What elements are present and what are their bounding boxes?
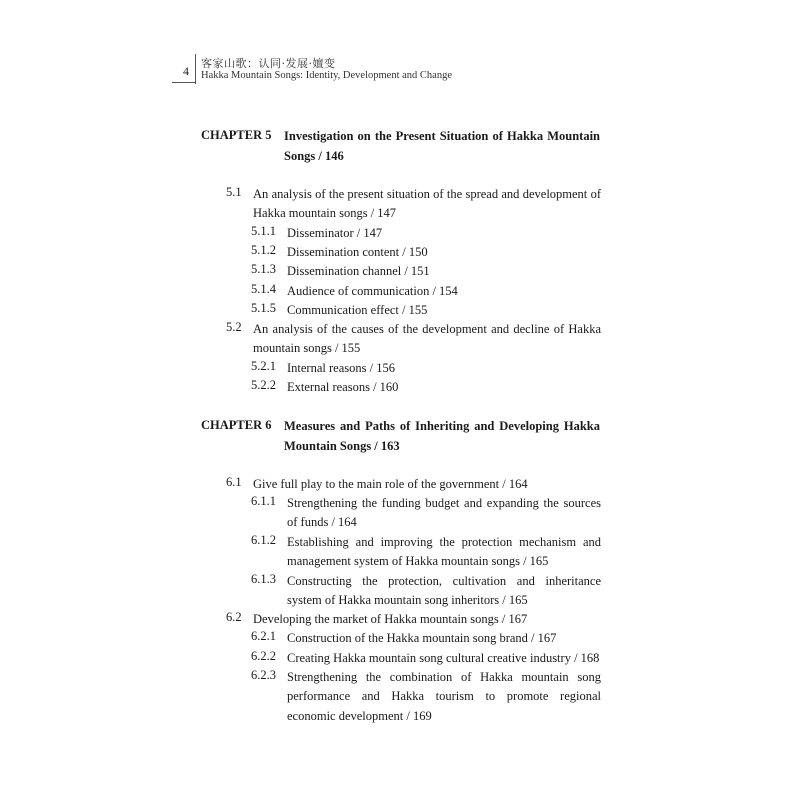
section-number: 5.1: [226, 185, 242, 199]
subsection-title: Dissemination channel / 151: [287, 264, 430, 278]
subsection-number: 5.1.4: [251, 282, 276, 296]
subsection-title: Creating Hakka mountain song cultural creative industry / 168: [287, 651, 600, 665]
subsection-title: Disseminator / 147: [287, 226, 383, 240]
subsection-number: 5.2.1: [251, 359, 276, 373]
section-title: An analysis of the present situation of the spread and development of Hakka mountain songs / 147: [253, 187, 601, 221]
subsection-number: 5.1.2: [251, 243, 276, 257]
subsection-number: 5.1.5: [251, 301, 276, 315]
chapter-title: Investigation on the Present Situation of Hakka Mountain Songs / 146: [284, 129, 600, 163]
section-title: Give full play to the main role of the government / 164: [253, 477, 528, 491]
subsection-number: 6.1.1: [251, 494, 276, 508]
subsection-number: 5.1.1: [251, 224, 276, 238]
section-title: An analysis of the causes of the development and decline of Hakka mountain songs / 155: [253, 322, 601, 356]
book-title-chinese: 客家山歌：认同·发展·嬗变: [201, 57, 336, 70]
page-number: 4: [183, 64, 189, 78]
subsection-title: Construction of the Hakka mountain song brand / 167: [287, 631, 557, 645]
subsection-title: Audience of communication / 154: [287, 284, 458, 298]
subsection-title: External reasons / 160: [287, 380, 399, 394]
subsection-number: 6.1.2: [251, 533, 276, 547]
subsection-title: Strengthening the funding budget and expanding the sources of funds / 164: [287, 496, 601, 530]
subsection-number: 5.1.3: [251, 262, 276, 276]
book-title-english: Hakka Mountain Songs: Identity, Development and Change: [201, 70, 452, 81]
subsection-title: Dissemination content / 150: [287, 245, 428, 259]
subsection-title: Internal reasons / 156: [287, 361, 395, 375]
chapter-title: Measures and Paths of Inheriting and Developing Hakka Mountain Songs / 163: [284, 419, 600, 453]
subsection-title: Strengthening the combination of Hakka mountain song performance and Hakka tourism to promote regional economic development / 169: [287, 670, 601, 723]
subsection-title: Constructing the protection, cultivation and inheritance system of Hakka mountain song inheritors / 165: [287, 574, 601, 608]
section-number: 6.1: [226, 475, 242, 489]
subsection-number: 6.2.3: [251, 668, 276, 682]
subsection-number: 6.2.2: [251, 649, 276, 663]
section-number: 5.2: [226, 320, 242, 334]
subsection-number: 6.1.3: [251, 572, 276, 586]
subsection-title: Establishing and improving the protection mechanism and management system of Hakka mountain songs / 165: [287, 535, 601, 569]
section-number: 6.2: [226, 610, 242, 624]
subsection-number: 5.2.2: [251, 378, 276, 392]
subsection-title: Communication effect / 155: [287, 303, 428, 317]
subsection-number: 6.2.1: [251, 629, 276, 643]
chapter-label: CHAPTER 5: [201, 128, 272, 142]
chapter-label: CHAPTER 6: [201, 418, 272, 432]
section-title: Developing the market of Hakka mountain songs / 167: [253, 612, 528, 626]
